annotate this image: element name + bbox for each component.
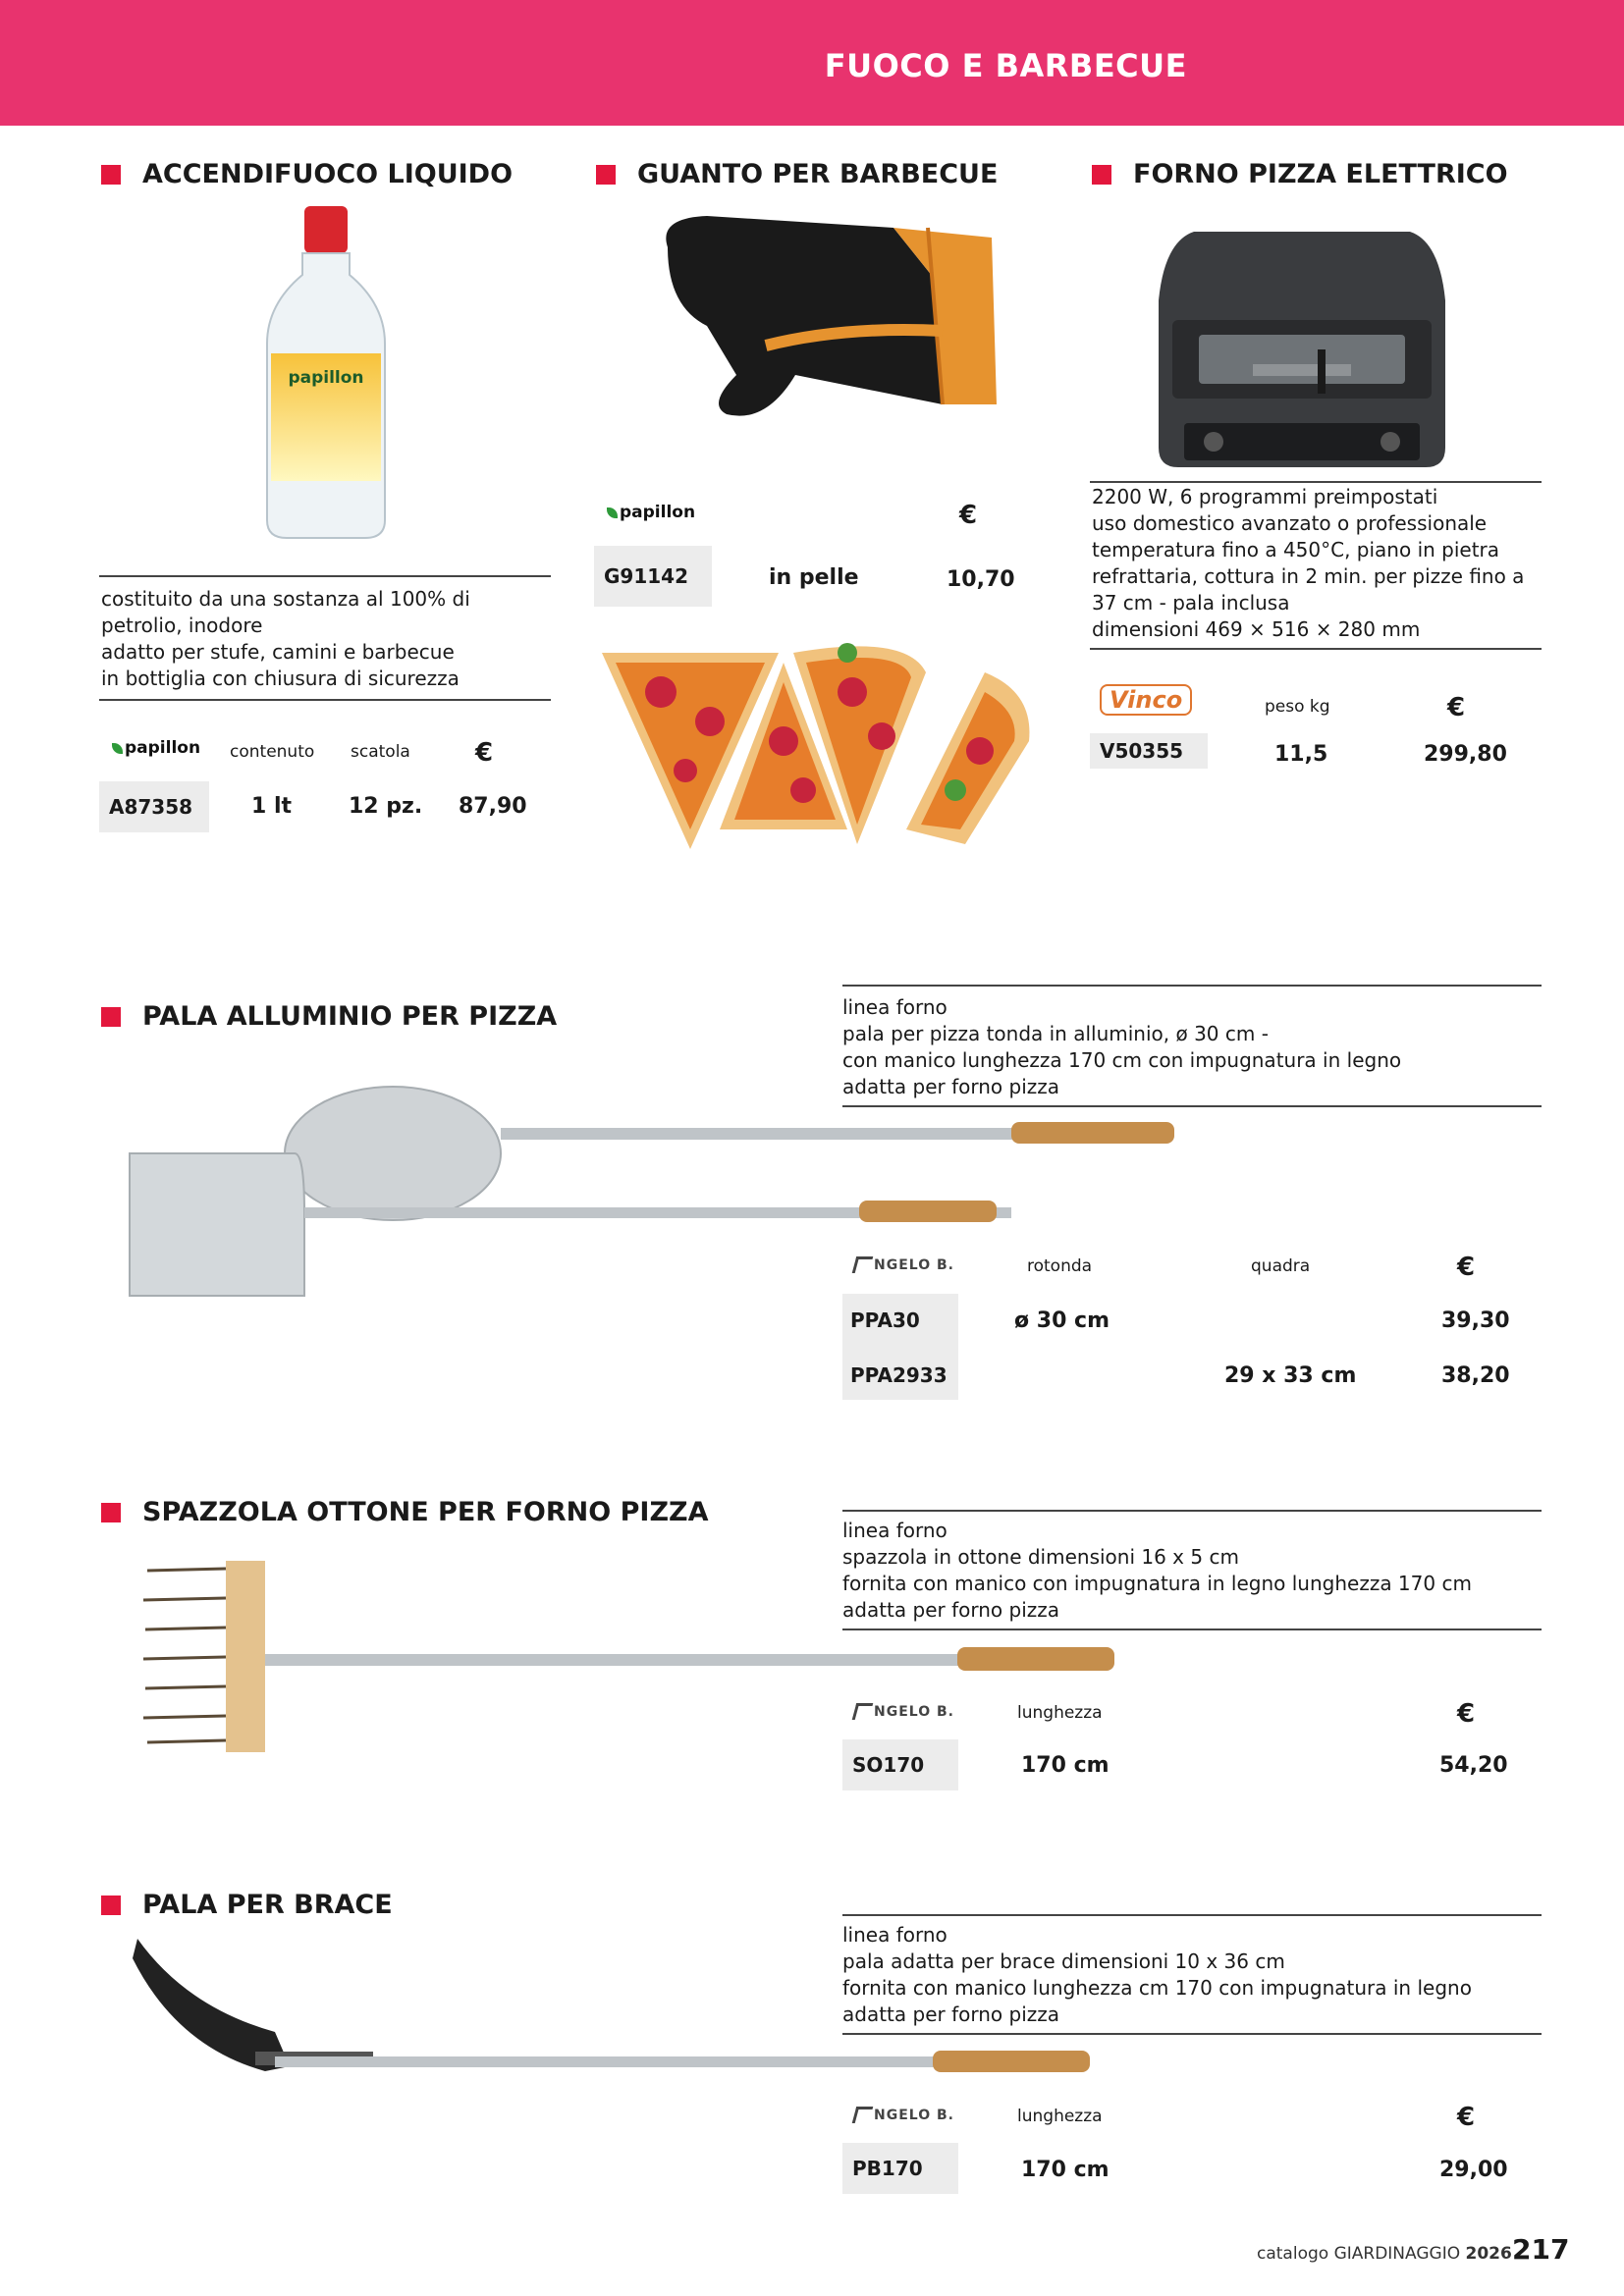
- footer-catalog: catalogo GIARDINAGGIO 2026: [1257, 2244, 1512, 2264]
- page-number: 217: [1512, 2233, 1570, 2266]
- divider: [99, 575, 551, 577]
- angelo-logo-icon: [852, 2107, 874, 2123]
- col-header-contenuto: contenuto: [230, 742, 315, 762]
- page-category-title: FUOCO E BARBECUE: [824, 47, 1187, 84]
- spazzola-description: linea forno spazzola in ottone dimensioni 16 x 5 cm fornita con manico con impugnatura in legno lunghezza 170 cm adatta per forno pizza: [842, 1519, 1472, 1622]
- product-code: G91142: [594, 546, 712, 607]
- section-title-spazzola: SPAZZOLA OTTONE PER FORNO PIZZA: [101, 1497, 709, 1527]
- brand-logo-angelo: NGELO B.: [854, 1703, 954, 1720]
- col-header-price: €: [1457, 2103, 1476, 2132]
- price-value: 38,20: [1441, 1363, 1510, 1388]
- divider: [842, 985, 1542, 987]
- bullet-square-icon: [1092, 165, 1111, 185]
- divider: [842, 1629, 1542, 1630]
- leaf-icon: [607, 507, 618, 518]
- angelo-logo-icon: [852, 1703, 874, 1720]
- brand-logo-vinco: Vinco: [1100, 684, 1192, 716]
- scatola-value: 12 pz.: [349, 794, 423, 819]
- brand-logo-angelo: NGELO B.: [854, 1256, 954, 1273]
- divider: [1090, 648, 1542, 650]
- price-value: 54,20: [1439, 1753, 1508, 1778]
- bullet-square-icon: [596, 165, 616, 185]
- col-header-scatola: scatola: [351, 742, 410, 762]
- bullet-square-icon: [101, 165, 121, 185]
- leaf-icon: [112, 743, 123, 754]
- divider: [842, 1105, 1542, 1107]
- glove-image: [648, 208, 1001, 424]
- peso-value: 11,5: [1274, 742, 1328, 767]
- col-header-price: €: [959, 501, 978, 530]
- col-header-rotonda: rotonda: [1027, 1256, 1093, 1276]
- material-value: in pelle: [769, 565, 859, 590]
- divider: [1090, 481, 1542, 483]
- col-header-price: €: [1457, 1253, 1476, 1282]
- product-code: PB170: [842, 2143, 958, 2194]
- col-header-lunghezza: lunghezza: [1017, 1703, 1103, 1723]
- pala-brace-description: linea forno pala adatta per brace dimensioni 10 x 36 cm fornita con manico lunghezza cm 170 con impugnatura in legno adatta per forno pizza: [842, 1923, 1472, 2026]
- lunghezza-value: 170 cm: [1021, 2158, 1110, 2182]
- angelo-logo-icon: [852, 1256, 874, 1273]
- contenuto-value: 1 lt: [251, 794, 293, 819]
- price-value: 87,90: [459, 794, 527, 819]
- col-header-peso: peso kg: [1265, 697, 1330, 717]
- product-code: PPA2933: [850, 1363, 947, 1387]
- bottle-image: [257, 206, 395, 540]
- brand-logo-papillon: papillon: [112, 738, 200, 758]
- col-header-price: €: [1457, 1699, 1476, 1729]
- divider: [842, 2033, 1542, 2035]
- bullet-square-icon: [101, 1007, 121, 1027]
- header-banner: [0, 0, 1624, 126]
- col-header-price: €: [1447, 693, 1466, 722]
- product-code: V50355: [1090, 733, 1208, 769]
- col-header-lunghezza: lunghezza: [1017, 2107, 1103, 2126]
- rotonda-value: ø 30 cm: [1014, 1308, 1110, 1333]
- divider: [842, 1914, 1542, 1916]
- product-code: SO170: [842, 1739, 958, 1790]
- lunghezza-value: 170 cm: [1021, 1753, 1110, 1778]
- product-code: A87358: [99, 781, 209, 832]
- section-title-forno: FORNO PIZZA ELETTRICO: [1092, 159, 1508, 189]
- divider: [842, 1510, 1542, 1512]
- price-value: 29,00: [1439, 2158, 1508, 2182]
- accendifuoco-description: costituito da una sostanza al 100% di petrolio, inodore adatto per stufe, camini e barbecue in bottiglia con chiusura di sicurezza: [101, 587, 470, 690]
- product-code: PPA30: [850, 1308, 920, 1332]
- col-header-price: €: [475, 738, 494, 768]
- bullet-square-icon: [101, 1896, 121, 1915]
- pala-alluminio-description: linea forno pala per pizza tonda in alluminio, ø 30 cm - con manico lunghezza 170 cm con impugnatura in legno adatta per forno pizza: [842, 995, 1402, 1098]
- price-value: 299,80: [1424, 742, 1507, 767]
- bottle-label-brand: papillon: [288, 368, 364, 388]
- price-value: 39,30: [1441, 1308, 1510, 1333]
- brand-logo-papillon: papillon: [607, 503, 695, 522]
- section-title-pala-brace: PALA PER BRACE: [101, 1890, 393, 1920]
- price-value: 10,70: [947, 567, 1015, 592]
- divider: [99, 699, 551, 701]
- bullet-square-icon: [101, 1503, 121, 1522]
- section-title-guanto: GUANTO PER BARBECUE: [596, 159, 998, 189]
- section-title-pala-alluminio: PALA ALLUMINIO PER PIZZA: [101, 1001, 557, 1032]
- section-title-accendifuoco: ACCENDIFUOCO LIQUIDO: [101, 159, 513, 189]
- quadra-value: 29 x 33 cm: [1224, 1363, 1357, 1388]
- col-header-quadra: quadra: [1251, 1256, 1311, 1276]
- pizza-slices-image: [592, 633, 1044, 854]
- pizza-oven-image: [1155, 222, 1449, 477]
- forno-description: 2200 W, 6 programmi preimpostati uso domestico avanzato o professionale temperatura fino a 450°C, piano in pietra refrattaria, cottura in 2 min. per pizze fino a 37 cm - pala inclusa dimensioni 469 × 516 × 280 mm: [1092, 485, 1525, 641]
- brand-logo-angelo: NGELO B.: [854, 2107, 954, 2123]
